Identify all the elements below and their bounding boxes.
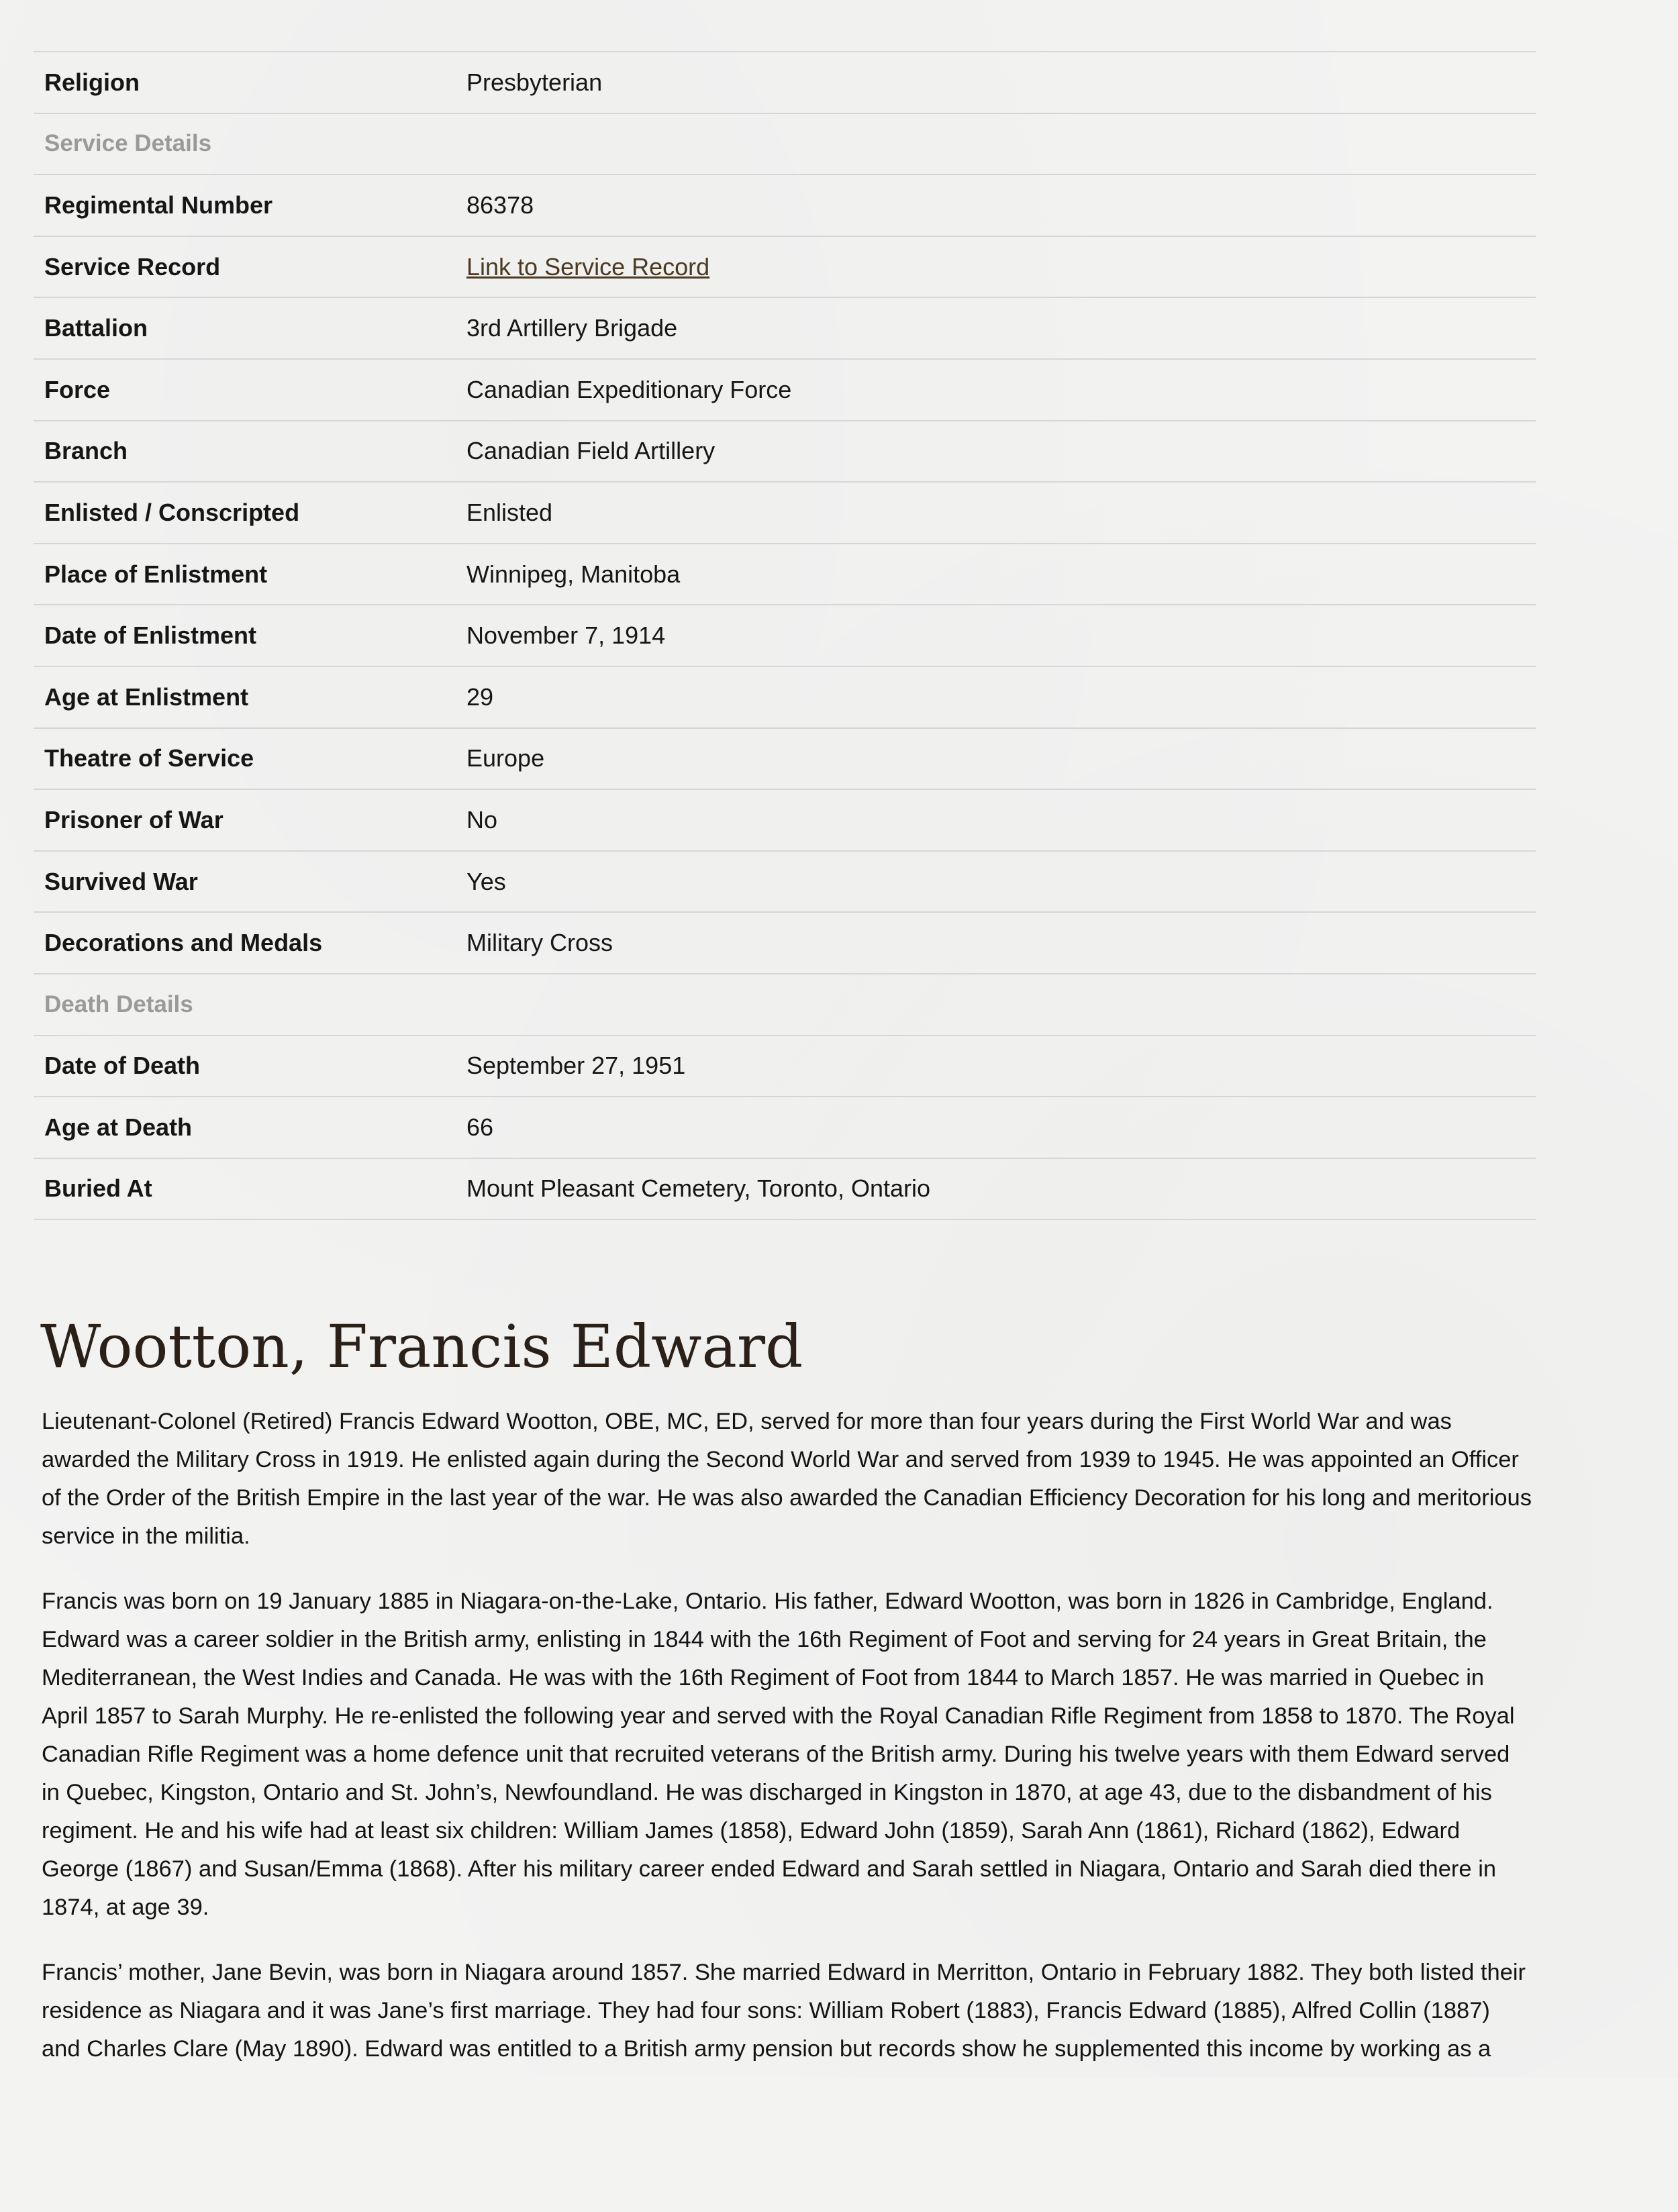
detail-value: September 27, 1951 xyxy=(466,1052,686,1080)
detail-row xyxy=(34,1159,1536,1221)
detail-value: Mount Pleasant Cemetery, Toronto, Ontario xyxy=(466,1174,931,1203)
detail-row xyxy=(34,175,1536,237)
detail-label: Survived War xyxy=(44,867,198,895)
detail-row xyxy=(34,298,1536,360)
page-bottom-margin xyxy=(0,2078,1678,2212)
section-header-row xyxy=(34,974,1536,1036)
detail-value: Presbyterian xyxy=(466,68,603,96)
detail-label: Age at Death xyxy=(44,1113,193,1141)
detail-row xyxy=(34,913,1536,974)
detail-row xyxy=(34,605,1536,667)
service-record-link[interactable]: Link to Service Record xyxy=(466,252,710,281)
detail-value: Yes xyxy=(466,867,506,895)
detail-row xyxy=(34,360,1536,421)
detail-label: Battalion xyxy=(44,314,148,342)
detail-row xyxy=(34,52,1536,114)
detail-value: November 7, 1914 xyxy=(466,621,666,650)
detail-row xyxy=(34,483,1536,544)
detail-label: Prisoner of War xyxy=(44,805,224,834)
detail-value: 29 xyxy=(466,683,494,711)
bio-paragraph-3: Francis’ mother, Jane Bevin, was born in Niagara around 1857. She married Edward in Merritton, Ontario in February 1882. They both listed their residence as Niagara and it was Jane’s first marriage. They had four sons: William Robert (1883), Francis Edward (1885), Alfred Collin (1887) and Charles Clare (May 1890). Edward was entitled to a British army pension but records show he supplemented this income by working as a xyxy=(42,1960,1526,2062)
detail-label: Place of Enlistment xyxy=(44,560,268,588)
detail-label: Service Record xyxy=(44,252,221,281)
detail-row xyxy=(34,421,1536,483)
detail-value: Military Cross xyxy=(466,929,613,957)
detail-label: Age at Enlistment xyxy=(44,683,249,711)
detail-row xyxy=(34,1097,1536,1159)
detail-row xyxy=(34,237,1536,299)
section-header-row xyxy=(34,114,1536,176)
biography xyxy=(42,1403,1532,2133)
detail-value: Europe xyxy=(466,744,545,772)
details-table xyxy=(34,51,1536,1220)
detail-row xyxy=(34,729,1536,791)
detail-label: Religion xyxy=(44,68,140,96)
detail-row xyxy=(34,1036,1536,1098)
section-header: Service Details xyxy=(44,130,212,157)
detail-row xyxy=(34,790,1536,852)
detail-label: Force xyxy=(44,375,111,403)
detail-value: Winnipeg, Manitoba xyxy=(466,560,681,588)
detail-row xyxy=(34,852,1536,913)
detail-label: Buried At xyxy=(44,1174,152,1203)
detail-value: Enlisted xyxy=(466,498,553,526)
detail-label: Date of Death xyxy=(44,1052,201,1080)
bio-paragraph-2: Francis was born on 19 January 1885 in Niagara-on-the-Lake, Ontario. His father, Edward Wootton, was born in 1826 in Cambridge, England. Edward was a career soldier in the British army, enlisting in 1844 with the 16th Regiment of Foot and serving for 24 years in Great Britain, the Mediterranean, the West Indies and Canada. He was with the 16th Regiment of Foot from 1844 to March 1857. He was married in Quebec in April 1857 to Sarah Murphy. He re-enlisted the following year and served with the Royal Canadian Rifle Regiment from 1858 to 1870. The Royal Canadian Rifle Regiment was a home defence unit that recruited veterans of the British army. During his twelve years with them Edward served in Quebec, Kingston, Ontario and St. John’s, Newfoundland. He was discharged in Kingston in 1870, at age 43, due to the disbandment of his regiment. He and his wife had at least six children: William James (1858), Edward John (1859), Sarah Ann (1861), Richard (1862), Edward George (1867) and Susan/Emma (1868). After his military career ended Edward and Sarah settled in Niagara, Ontario and Sarah died there in 1874, at age 39. xyxy=(42,1589,1515,1920)
bio-paragraph-1: Lieutenant-Colonel (Retired) Francis Edward Wootton, OBE, MC, ED, served for more than four years during the First World War and was awarded the Military Cross in 1919. He enlisted again during the Second World War and served from 1939 to 1945. He was appointed an Officer of the Order of the British Empire in the last year of the war. He was also awarded the Canadian Efficiency Decoration for his long and meritorious service in the militia. xyxy=(42,1409,1532,1549)
detail-label: Branch xyxy=(44,437,128,465)
page-title: Wootton, Francis Edward xyxy=(40,1312,803,1381)
detail-value: Canadian Expeditionary Force xyxy=(466,375,792,403)
detail-label: Regimental Number xyxy=(44,191,273,219)
detail-label: Enlisted / Conscripted xyxy=(44,498,300,526)
detail-label: Theatre of Service xyxy=(44,744,254,772)
detail-value: Canadian Field Artillery xyxy=(466,437,715,465)
detail-label: Date of Enlistment xyxy=(44,621,257,650)
detail-value: 86378 xyxy=(466,191,534,219)
detail-value: 66 xyxy=(466,1113,494,1141)
detail-row xyxy=(34,667,1536,729)
detail-value: 3rd Artillery Brigade xyxy=(466,314,678,342)
detail-value: No xyxy=(466,805,498,834)
detail-row xyxy=(34,544,1536,606)
detail-label: Decorations and Medals xyxy=(44,929,323,957)
section-header: Death Details xyxy=(44,991,193,1017)
